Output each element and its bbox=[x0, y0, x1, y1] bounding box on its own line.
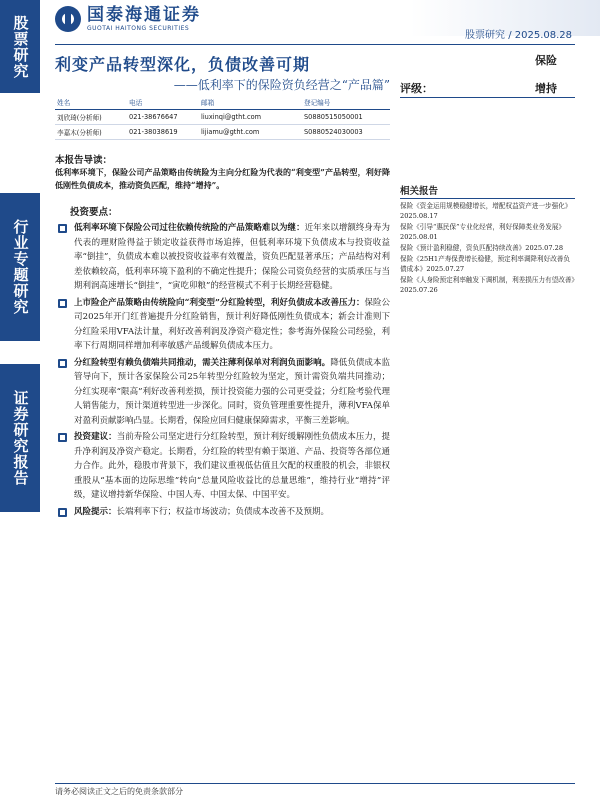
related-report-link[interactable]: 保险《人身险预定利率触发下调机制，利差损压力有望改善》2025.07.26 bbox=[400, 276, 575, 294]
report-subtitle: ——低利率下的保险资负经营之“产品篇” bbox=[173, 78, 390, 92]
investment-points-heading: 投资要点： bbox=[70, 207, 118, 218]
sidebar-tag-securities-report: 证券研究报告 bbox=[0, 364, 40, 512]
analyst-email[interactable]: lijiamu@gtht.com bbox=[199, 124, 302, 139]
table-row bbox=[55, 109, 390, 124]
analyst-name: 李嘉木(分析师) bbox=[55, 124, 127, 139]
logo-chinese-name: 国泰海通证券 bbox=[87, 5, 201, 25]
rating-divider bbox=[400, 97, 575, 98]
report-title: 利变产品转型深化，负债改善可期 bbox=[55, 55, 311, 74]
related-report-link[interactable]: 保险《引导“惠民保”专业化经营，利好保障类业务发展》2025.08.01 bbox=[400, 223, 565, 241]
related-report-link[interactable]: 保险《预计盈利稳健，资负匹配持续改善》2025.07.28 bbox=[400, 244, 564, 252]
sidebar-tag-stock-research: 股票研究 bbox=[0, 0, 40, 93]
header-name: 姓名 bbox=[55, 96, 127, 109]
sidebar-tag-industry-research: 行业专题研究 bbox=[0, 193, 40, 341]
square-bullet-icon bbox=[58, 508, 67, 517]
related-reports-heading: 相关报告 bbox=[400, 186, 439, 197]
point-lead: 低利率环境下保险公司过往依赖传统险的产品策略难以为继： bbox=[74, 223, 305, 233]
list-item bbox=[57, 505, 390, 520]
industry-label: 保险 bbox=[535, 54, 557, 67]
list-item bbox=[57, 356, 390, 429]
list-item bbox=[57, 221, 390, 294]
related-report-link[interactable]: 保险《资金运用规模稳健增长，增配权益资产进一步强化》2025.08.17 bbox=[400, 202, 572, 220]
footer-divider bbox=[55, 783, 575, 784]
square-bullet-icon bbox=[58, 224, 67, 233]
analyst-phone: 021-38676647 bbox=[127, 109, 199, 124]
footer-disclaimer: 请务必阅读正文之后的免责条款部分 bbox=[55, 787, 183, 796]
square-bullet-icon bbox=[58, 299, 67, 308]
list-item bbox=[57, 296, 390, 354]
analyst-name: 刘欣琦(分析师) bbox=[55, 109, 127, 124]
point-text: 保险公司2025年开门红普遍提升分红险销售，预计利好降低刚性负债成本；新会计准则下分红险采用VFA法计量，利好改善利润及净资产稳定性；参考海外保险公司经验，利率下行周期同样增加利率敏感产品缓解负债成本压力。 bbox=[74, 297, 390, 351]
table-row bbox=[55, 124, 390, 139]
related-reports-divider bbox=[400, 198, 575, 199]
analyst-phone: 021-38038619 bbox=[127, 124, 199, 139]
list-item bbox=[57, 430, 390, 503]
square-bullet-icon bbox=[58, 433, 67, 442]
header-registration: 登记编号 bbox=[302, 96, 390, 109]
rating-value: 增持 bbox=[535, 82, 557, 95]
rating-label: 评级： bbox=[400, 82, 433, 95]
related-reports-list bbox=[400, 201, 575, 296]
logo-mark-icon bbox=[55, 6, 81, 32]
analyst-registration: S0880515050001 bbox=[302, 109, 390, 124]
point-lead: 上市险企产品策略由传统险向“利变型”分红险转型，利好负债成本改善压力： bbox=[74, 297, 365, 308]
point-lead: 风险提示： bbox=[74, 506, 117, 517]
summary-text: 低利率环境下，保险公司产品策略由传统险为主向分红险为代表的“利变型”产品转型，利好降低刚性负债成本，推动资负匹配，维持“增持”。 bbox=[55, 167, 390, 190]
point-text: 长端利率下行；权益市场波动；负债成本改善不及预期。 bbox=[116, 506, 330, 517]
investment-points-list bbox=[57, 221, 390, 521]
point-text: 近年来以增额终身寿为代表的理财险得益于锁定收益获得市场追捧，但低利率环境下负债成本与投资收益率“倒挂”，负债成本难以被投资收益率有效覆盖，资负匹配显著承压；产品结构对利差依赖较高，低利率环境下盈利的不确定性提升；保险公司资负经营的实质承压与当期利润高速增长“倒挂”，“寅吃卯粮”的经营模式不利于长期经营稳健。 bbox=[74, 223, 390, 291]
analyst-table bbox=[55, 96, 390, 140]
related-report-link[interactable]: 保险《25H1产寿保费增长稳健，预定利率调降利好改善负债成本》2025.07.27 bbox=[400, 255, 570, 273]
point-lead: 分红险转型有赖负债端共同推动，需关注薄利保单对利润负面影响。 bbox=[74, 357, 331, 368]
company-logo bbox=[55, 6, 201, 32]
summary-heading: 本报告导读： bbox=[55, 155, 113, 166]
square-bullet-icon bbox=[58, 359, 67, 368]
point-lead: 投资建议： bbox=[74, 432, 117, 442]
report-type-date: 股票研究 / 2025.08.28 bbox=[465, 30, 572, 41]
analyst-table-header bbox=[55, 96, 390, 109]
analyst-registration: S0880524030003 bbox=[302, 124, 390, 139]
logo-english-name: GUOTAI HAITONG SECURITIES bbox=[87, 25, 190, 32]
point-text: 当前寿险公司坚定进行分红险转型，预计利好缓解刚性负债成本压力，提升净利润及净资产稳定。长期看，分红险的转型有赖于渠道、产品、投资等各部位通力合作。此外，稳股市背景下，我们建议重视低估值且欠配的权重股的机会，非银权重股从“基本面的边际思维”转向“总量风险收益比的总量思维”，维持行业“增持”评级，建议增持新华保险、中国人寿、中国太保、中国平安。 bbox=[74, 432, 390, 500]
analyst-email[interactable]: liuxinqi@gtht.com bbox=[199, 109, 302, 124]
header-divider bbox=[55, 44, 575, 45]
point-text: 降低负债成本监管导向下，预计各家保险公司25年转型分红险较为坚定，预计需资负端共同推动；分红实现率“限高”利好改善利差损，预计投资能力强的公司更受益；分红险考验代理人销售能力，预计渠道转型进一步深化。同时，资负管理重要性提升，薄利VFA保单对盈利贡献影响凸显。长期看，保险应回归健康保障需求，平衡三差影响。 bbox=[74, 357, 390, 426]
header-email: 邮箱 bbox=[199, 96, 302, 109]
header-phone: 电话 bbox=[127, 96, 199, 109]
